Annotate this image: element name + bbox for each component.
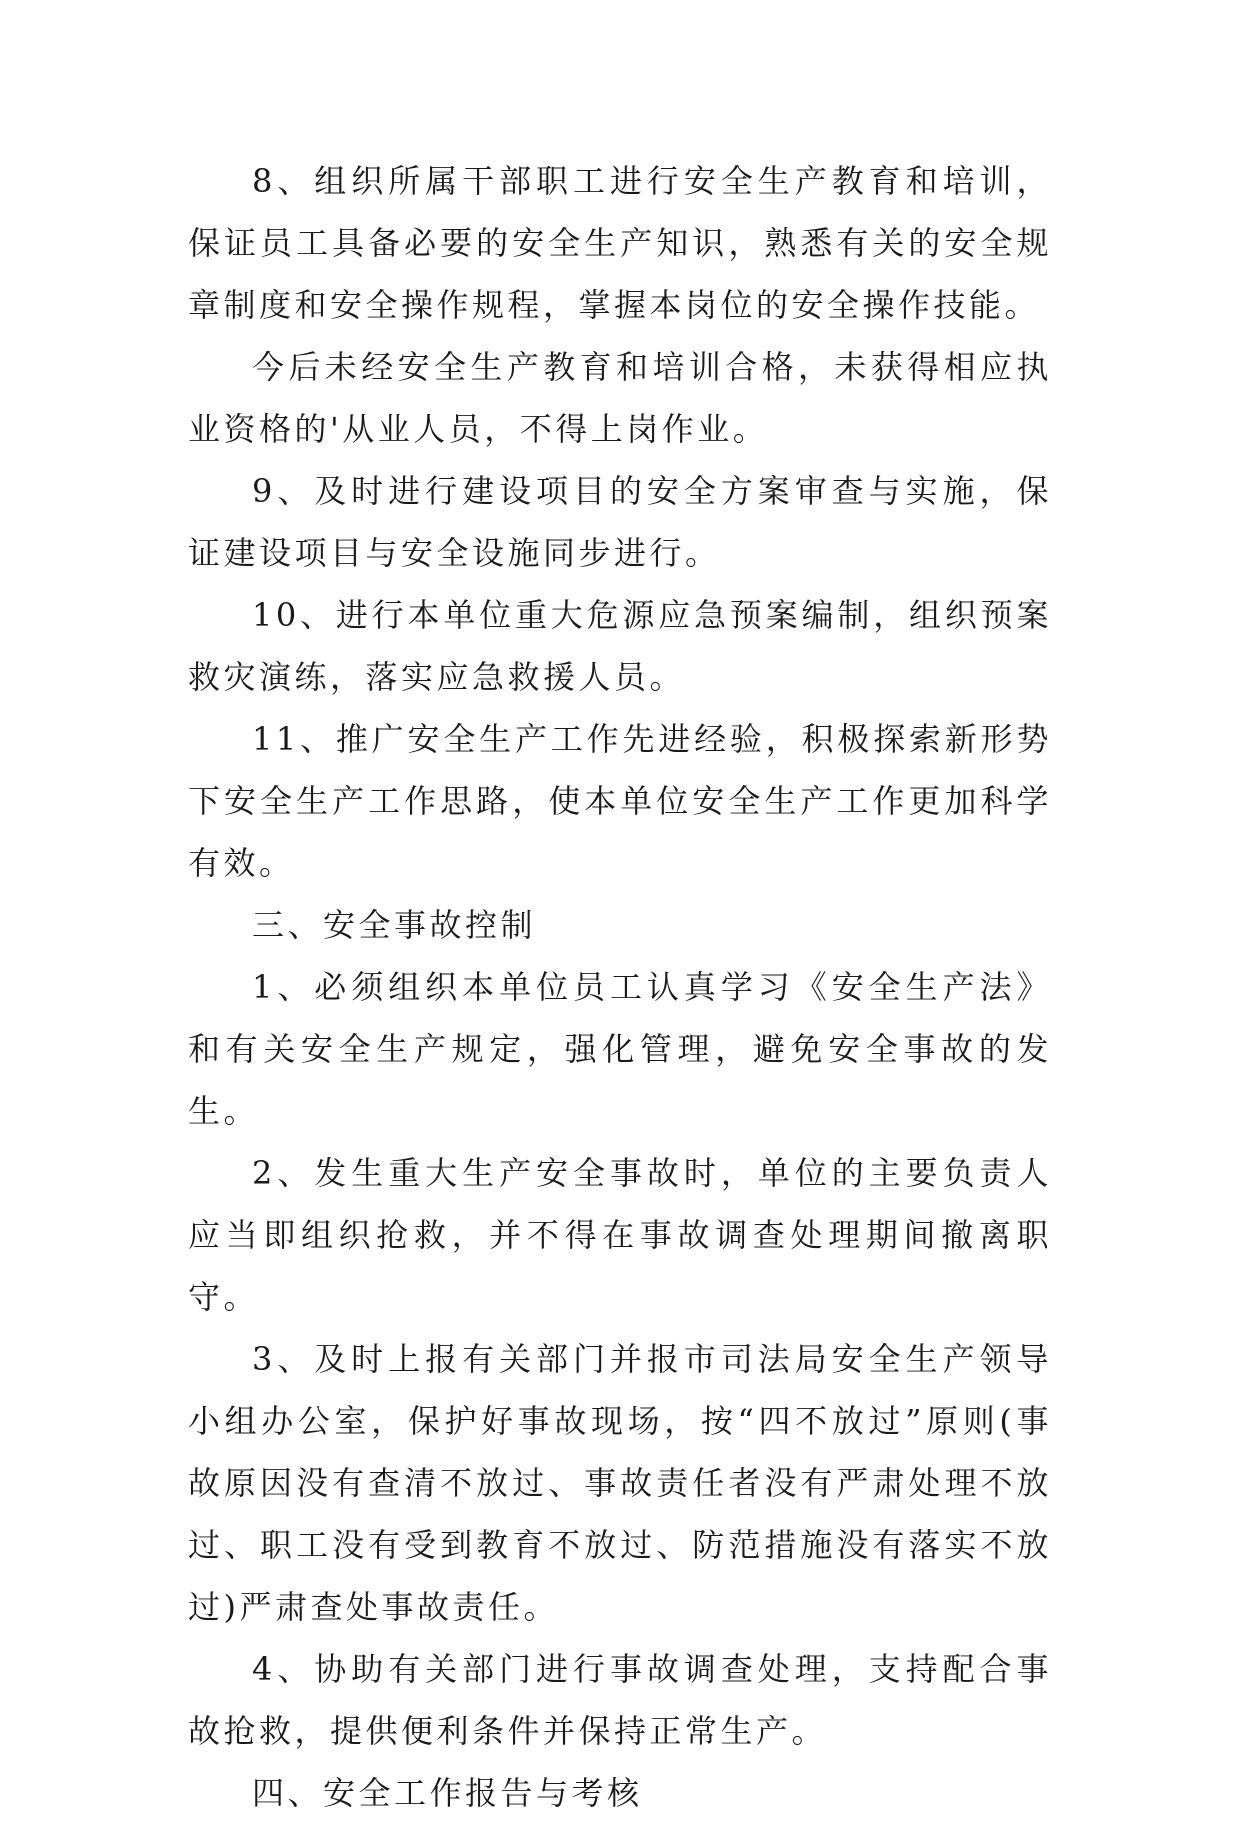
paragraph-control-item-4: 4、协助有关部门进行事故调查处理，支持配合事故抢救，提供便利条件并保持正常生产。: [188, 1650, 1052, 1750]
document-body: [188, 150, 1052, 1824]
paragraph-control-item-3: 3、及时上报有关部门并报市司法局安全生产领导小组办公室，保护好事故现场，按“四不放过”原则(事故原因没有查清不放过、事故责任者没有严肃处理不放过、职工没有受到教育不放过、防范措施没有落实不放过)严肃查处事故责任。: [188, 1340, 1052, 1626]
paragraph-item-9: 9、及时进行建设项目的安全方案审查与实施，保证建设项目与安全设施同步进行。: [188, 472, 1052, 572]
paragraph-control-item-2: 2、发生重大生产安全事故时，单位的主要负责人应当即组织抢救，并不得在事故调查处理期间撤离职守。: [188, 1154, 1052, 1316]
section-heading-accident-control: 三、安全事故控制: [252, 906, 537, 944]
paragraph-item-8: 8、组织所属干部职工进行安全生产教育和培训，保证员工具备必要的安全生产知识，熟悉有关的安全规章制度和安全操作规程，掌握本岗位的安全操作技能。: [188, 162, 1052, 324]
paragraph-control-item-1: 1、必须组织本单位员工认真学习《安全生产法》和有关安全生产规定，强化管理，避免安全事故的发生。: [188, 968, 1052, 1130]
paragraph-item-11: 11、推广安全生产工作先进经验，积极探索新形势下安全生产工作思路，使本单位安全生产工作更加科学有效。: [188, 720, 1052, 882]
section-heading-report-assessment: 四、安全工作报告与考核: [252, 1774, 643, 1812]
paragraph-item-10: 10、进行本单位重大危源应急预案编制，组织预案救灾演练，落实应急救援人员。: [188, 596, 1052, 696]
paragraph-training-requirement: 今后未经安全生产教育和培训合格，未获得相应执业资格的'从业人员，不得上岗作业。: [188, 348, 1052, 448]
